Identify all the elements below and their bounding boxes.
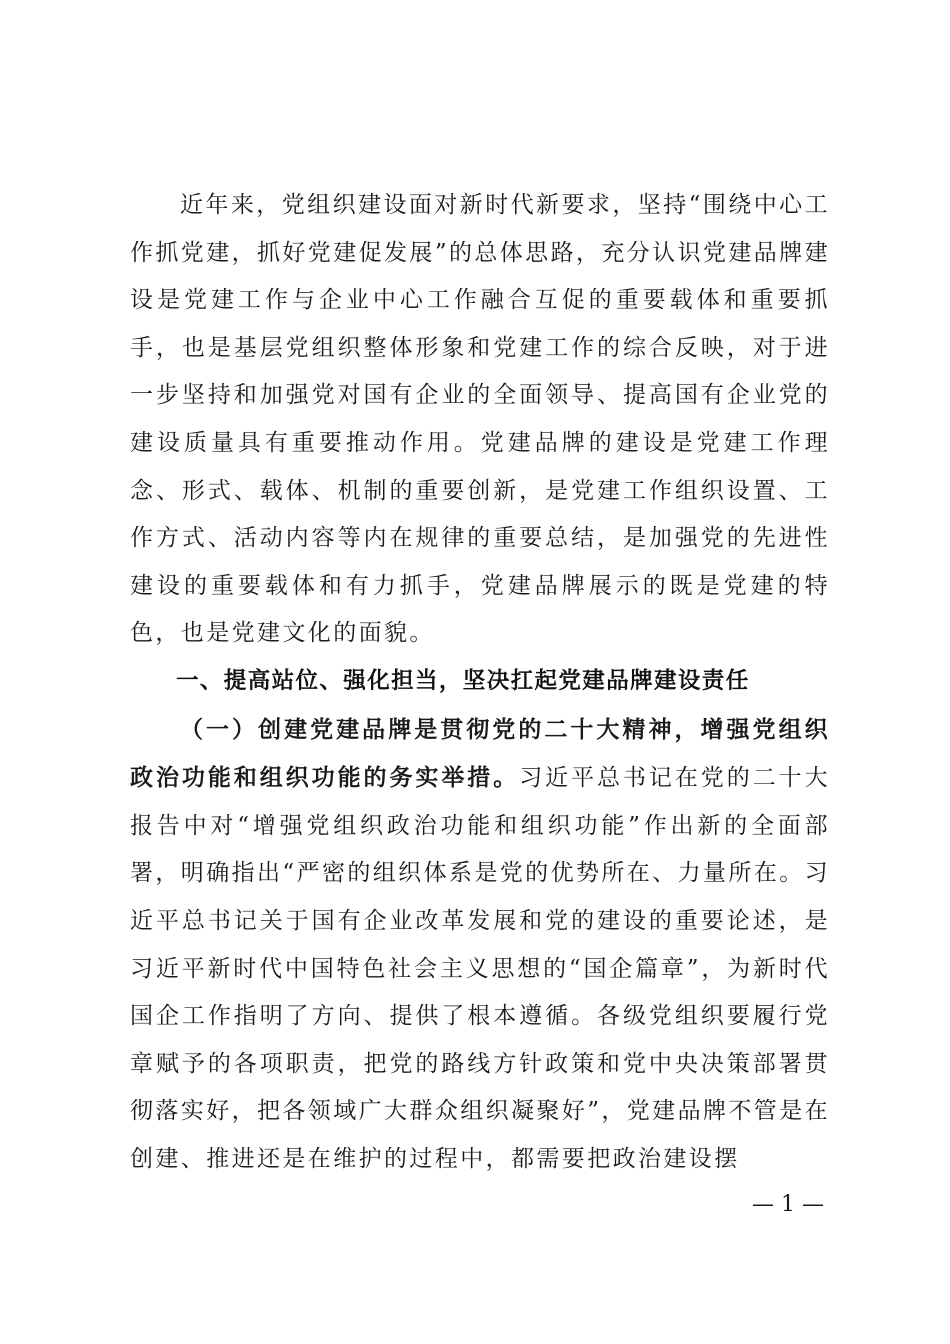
page-number: — 1 — [752,1192,824,1217]
section-paragraph [130,706,830,1184]
intro-paragraph: 近年来，党组织建设面对新时代新要求，坚持“围绕中心工作抓党建，抓好党建促发展”的总体思路，充分认识党建品牌建设是党建工作与企业中心工作融合互促的重要载体和重要抓手，也是基层党组织整体形象和党建工作的综合反映，对于进一步坚持和加强党对国有企业的全面领导、提高国有企业党的建设质量具有重要推动作用。党建品牌的建设是党建工作理念、形式、载体、机制的重要创新，是党建工作组织设置、工作方式、活动内容等内在规律的重要总结，是加强党的先进性建设的重要载体和有力抓手，党建品牌展示的既是党建的特色，也是党建文化的面貌。 [130,192,830,647]
section-paragraph-text: 习近平总书记在党的二十大报告中对“增强党组织政治功能和组织功能”作出新的全面部署，明确指出“严密的组织体系是党的优势所在、力量所在。习近平总书记关于国有企业改革发展和党的建设的重要论述，是习近平新时代中国特色社会主义思想的“国企篇章”，为新时代国企工作指明了方向、提供了根本遵循。各级党组织要履行党章赋予的各项职责，把党的路线方针政策和党中央决策部署贯彻落实好，把各领域广大群众组织凝聚好”，党建品牌不管是在创建、推进还是在维护的过程中，都需要把政治建设摆 [130,765,830,1172]
document-body [130,182,830,1183]
section-heading: 一、提高站位、强化担当，坚决扛起党建品牌建设责任 [176,667,750,694]
subsection-heading: （一）创建党建品牌是贯彻党的二十大精神，增强党组织政治功能和组织功能的务实举措。 [130,715,830,792]
